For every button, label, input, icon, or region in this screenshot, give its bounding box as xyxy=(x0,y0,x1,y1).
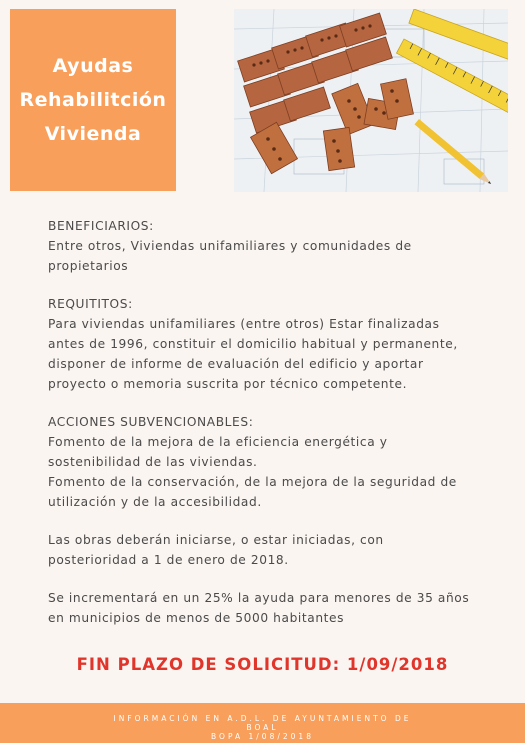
construction-photo xyxy=(234,9,508,192)
section-acciones xyxy=(48,412,488,512)
section-line: Las obras deberán iniciarse, o estar iniciadas, con xyxy=(48,533,384,547)
section-line: antes de 1996, constituir el domicilio habitual y permanente, xyxy=(48,337,458,351)
section-heading: BENEFICIARIOS: xyxy=(48,219,154,233)
footer-line-1: INFORMACIÓN EN A.D.L. DE AYUNTAMIENTO DE xyxy=(113,714,412,723)
footer-line-3: BOPA 1/08/2018 xyxy=(211,732,314,741)
footer-banner xyxy=(0,703,525,743)
section-line: utilización y de la accesibilidad. xyxy=(48,495,262,509)
title-line-1: Ayudas xyxy=(52,55,134,77)
footer-line-2: BOAL xyxy=(246,723,279,732)
deadline-text: FIN PLAZO DE SOLICITUD: 1/09/2018 xyxy=(76,655,449,674)
construction-bricks-icon xyxy=(234,9,508,192)
section-heading: ACCIONES SUBVENCIONABLES: xyxy=(48,415,254,429)
title-line-3: Vivienda xyxy=(44,123,142,145)
title-line-2: Rehabilitción xyxy=(19,89,167,111)
section-line: en municipios de menos de 5000 habitantes xyxy=(48,611,345,625)
section-line: Se incrementará en un 25% la ayuda para menores de 35 años xyxy=(48,591,470,605)
section-line: Fomento de la conservación, de la mejora de la seguridad de xyxy=(48,475,457,489)
section-line: proyecto o memoria suscrita por técnico competente. xyxy=(48,377,408,391)
section-incremento xyxy=(48,588,488,628)
section-line: Para viviendas unifamiliares (entre otros) Estar finalizadas xyxy=(48,317,440,331)
section-line: sostenibilidad de las viviendas. xyxy=(48,455,258,469)
section-line: Fomento de la mejora de la eficiencia energética y xyxy=(48,435,388,449)
section-beneficiarios xyxy=(48,216,488,276)
section-line: propietarios xyxy=(48,259,129,273)
title-box xyxy=(10,9,176,191)
section-obras xyxy=(48,530,488,570)
main-content xyxy=(48,216,488,646)
section-line: disponer de informe de evaluación del edificio y aportar xyxy=(48,357,424,371)
section-requisitos xyxy=(48,294,488,394)
section-line: posterioridad a 1 de enero de 2018. xyxy=(48,553,289,567)
section-heading: REQUITITOS: xyxy=(48,297,133,311)
section-line: Entre otros, Viviendas unifamiliares y comunidades de xyxy=(48,239,412,253)
